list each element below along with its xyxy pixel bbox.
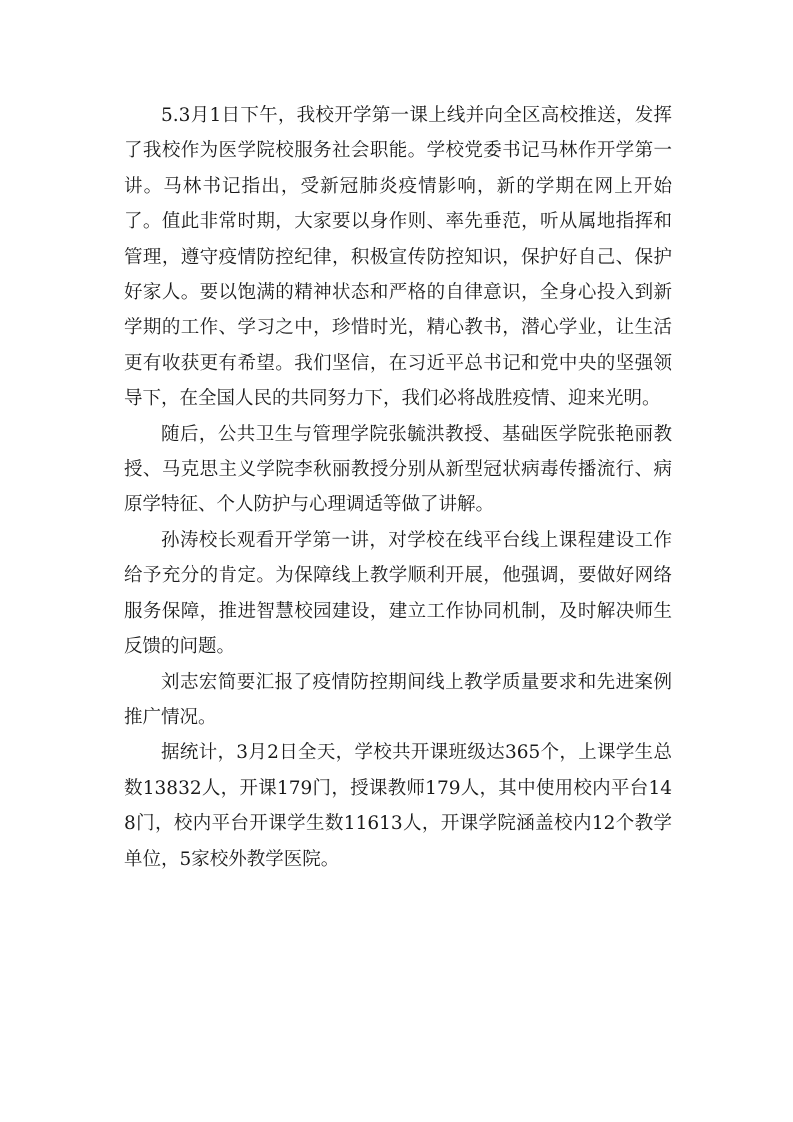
paragraph-opening-lecture: 5.3月1日下午，我校开学第一课上线并向全区高校推送，发挥了我校作为医学院校服务社会职能。学校党委书记马林作开学第一讲。马林书记指出，受新冠肺炎疫情影响，新的学期在网上开始了。值此非常时期，大家要以身作则、率先垂范，听从属地指挥和管理，遵守疫情防控纪律，积极宣传防控知识，保护好自己、保护好家人。要以饱满的精神状态和严格的自律意识，全身心投入到新学期的工作、学习之中，珍惜时光，精心教书，潜心学业，让生活更有收获更有希望。我们坚信，在习近平总书记和党中央的坚强领导下，在全国人民的共同努力下，我们必将战胜疫情、迎来光明。 [124, 105, 672, 410]
document-body [124, 98, 672, 877]
paragraph-president-remarks: 孙涛校长观看开学第一讲，对学校在线平台线上课程建设工作给予充分的肯定。为保障线上教学顺利开展，他强调，要做好网络服务保障，推进智慧校园建设，建立工作协同机制，及时解决师生反馈的问题。 [124, 529, 672, 658]
paragraph-expert-lectures: 随后，公共卫生与管理学院张毓洪教授、基础医学院张艳丽教授、马克思主义学院李秋丽教授分别从新型冠状病毒传播流行、病原学特征、个人防护与心理调适等做了讲解。 [124, 423, 672, 516]
paragraph-statistics: 据统计，3月2日全天，学校共开课班级达365个，上课学生总数13832人，开课179门，授课教师179人，其中使用校内平台148门，校内平台开课学生数11613人，开课学院涵盖校内12个教学单位，5家校外教学医院。 [124, 742, 672, 870]
paragraph-quality-report: 刘志宏简要汇报了疫情防控期间线上教学质量要求和先进案例推广情况。 [124, 671, 672, 728]
